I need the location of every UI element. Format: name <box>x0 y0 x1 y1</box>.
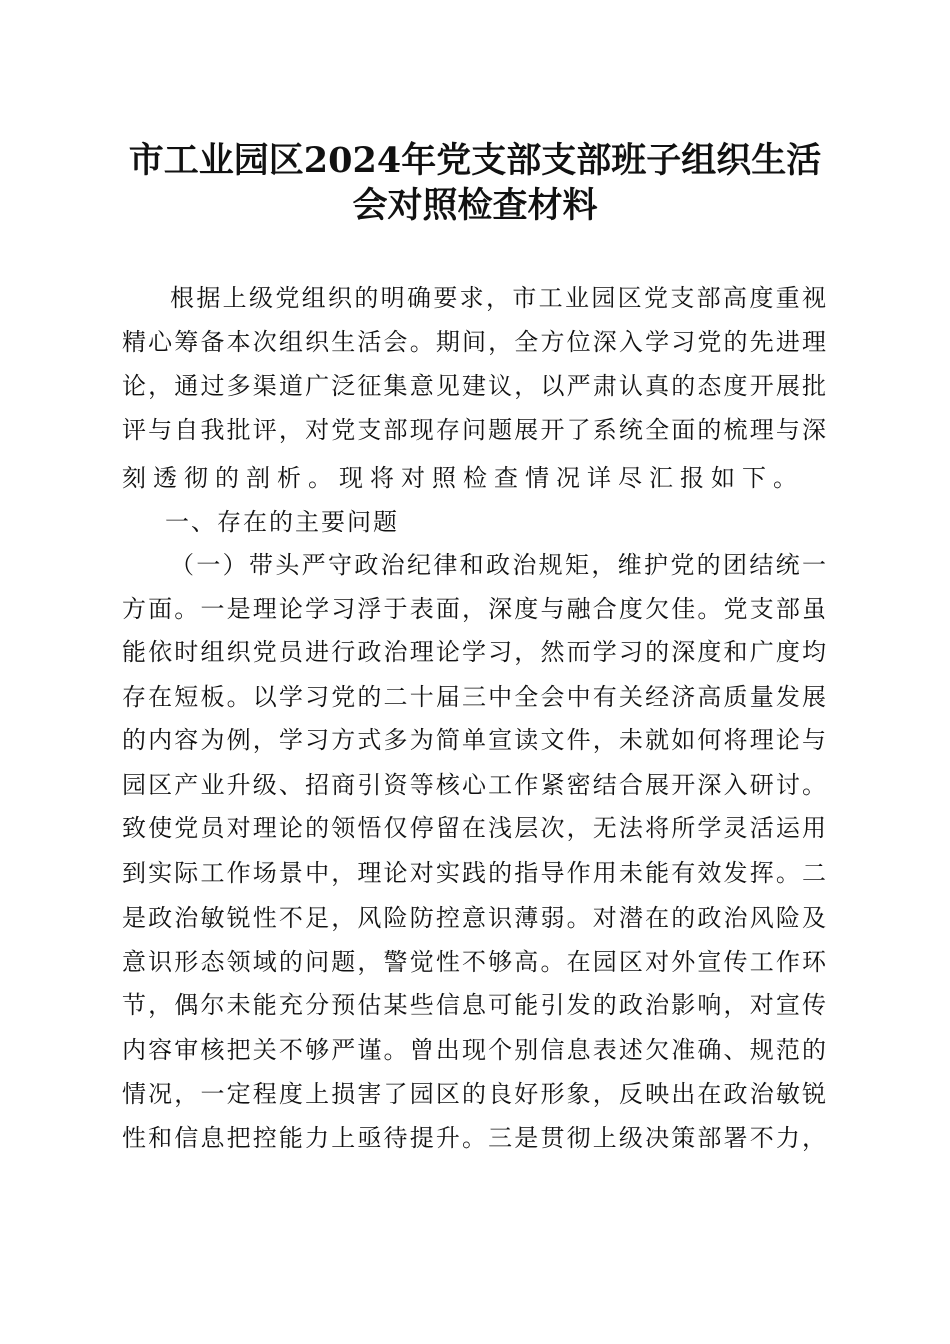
paragraph-line: 精心筹备本次组织生活会。期间，全方位深入学习党的先进理 <box>122 328 826 356</box>
paragraph-line: 园区产业升级、招商引资等核心工作紧密结合展开深入研讨。 <box>122 771 826 799</box>
paragraph-line: 评与自我批评，对党支部现存问题展开了系统全面的梳理与深 <box>122 416 826 444</box>
paragraph-line: 性和信息把控能力上亟待提升。三是贯彻上级决策部署不力， <box>122 1124 826 1152</box>
section-heading: 一、存在的主要问题 <box>165 508 399 536</box>
paragraph-line: 节，偶尔未能充分预估某些信息可能引发的政治影响，对宣传 <box>122 991 826 1019</box>
paragraph-line: 内容审核把关不够严谨。曾出现个别信息表述欠准确、规范的 <box>122 1036 826 1064</box>
paragraph-line: 根据上级党组织的明确要求，市工业园区党支部高度重视 <box>170 284 826 312</box>
paragraph-line: 致使党员对理论的领悟仅停留在浅层次，无法将所学灵活运用 <box>122 814 826 842</box>
paragraph-line: 刻透彻的剖析。现将对照检查情况详尽汇报如下。 <box>122 464 804 492</box>
paragraph-line: （一）带头严守政治纪律和政治规矩，维护党的团结统一 <box>170 551 826 579</box>
paragraph-line: 方面。一是理论学习浮于表面，深度与融合度欠佳。党支部虽 <box>122 595 826 623</box>
title-line: 会对照检查材料 <box>352 185 598 226</box>
paragraph-line: 能依时组织党员进行政治理论学习，然而学习的深度和广度均 <box>122 638 826 666</box>
paragraph-line: 意识形态领域的问题，警觉性不够高。在园区对外宣传工作环 <box>122 948 826 976</box>
paragraph-line: 存在短板。以学习党的二十届三中全会中有关经济高质量发展 <box>122 683 826 711</box>
title-line: 市工业园区2024年党支部支部班子组织生活 <box>128 140 822 181</box>
paragraph-line: 到实际工作场景中，理论对实践的指导作用未能有效发挥。二 <box>122 859 826 887</box>
paragraph-line: 情况，一定程度上损害了园区的良好形象，反映出在政治敏锐 <box>122 1080 826 1108</box>
paragraph-line: 是政治敏锐性不足，风险防控意识薄弱。对潜在的政治风险及 <box>122 904 826 932</box>
paragraph-line: 论，通过多渠道广泛征集意见建议，以严肃认真的态度开展批 <box>122 372 826 400</box>
paragraph-line: 的内容为例，学习方式多为简单宣读文件，未就如何将理论与 <box>122 726 826 754</box>
